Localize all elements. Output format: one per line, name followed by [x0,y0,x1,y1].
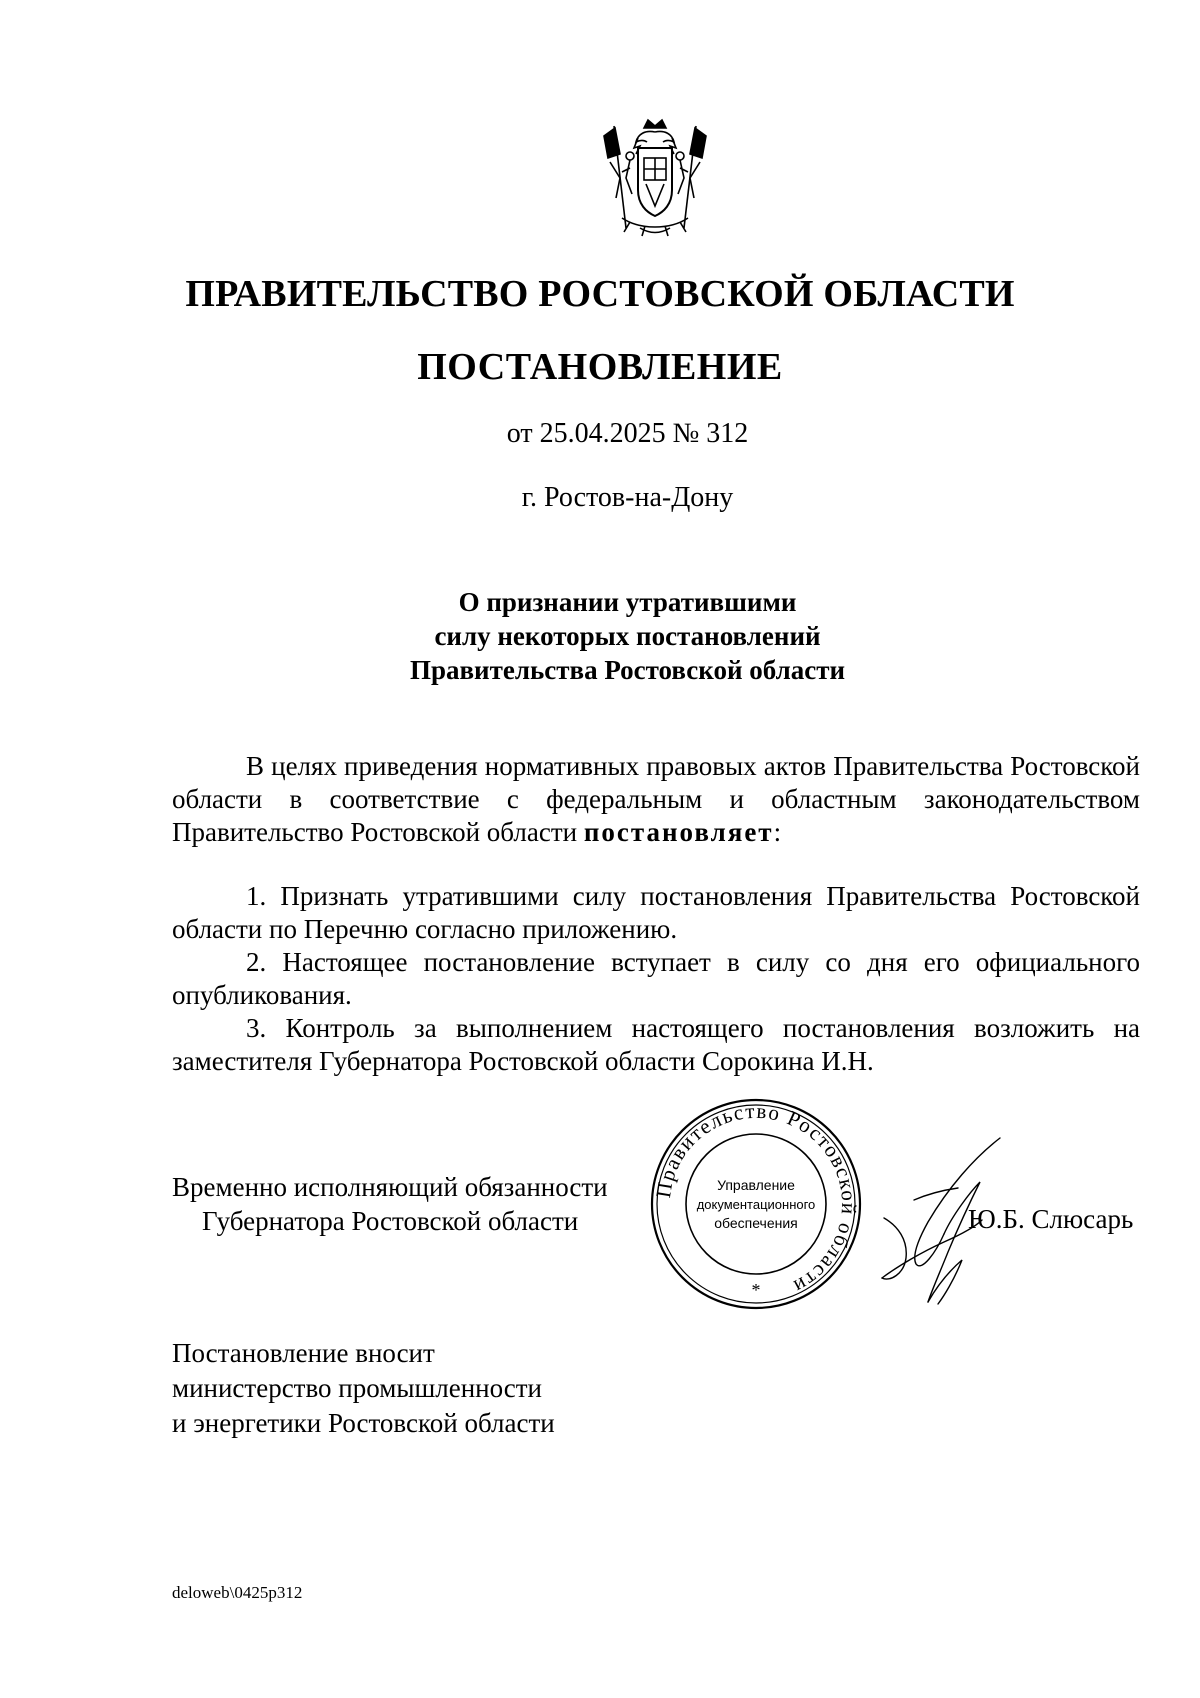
seal-center-line: обеспечения [714,1215,798,1231]
decree-item-3: 3. Контроль за выполнением настоящего постановления возложить на заместителя Губернатора Ростовской области Сорокина И.Н. [172,1013,1140,1076]
seal-star: * [751,1280,761,1300]
government-title: ПРАВИТЕЛЬСТВО РОСТОВСКОЙ ОБЛАСТИ [185,273,1015,315]
preamble [172,750,1140,849]
position-line: Временно исполняющий обязанности [172,1172,608,1202]
subject-line: силу некоторых постановлений [434,621,821,651]
subject-line: О признании утратившими [458,587,797,617]
subject-line: Правительства Ростовской области [409,655,846,685]
decree-item-2: 2. Настоящее постановление вступает в силу со дня его официального опубликования. [172,947,1140,1010]
official-seal [648,1096,864,1312]
signatory-name: Ю.Б. Слюсарь [968,1204,1134,1234]
document-code: deloweb\0425p312 [172,1583,303,1602]
city: г. Ростов-на-Дону [521,482,734,513]
seal-ring-text: Правительство Ростовской области [651,1098,862,1300]
decree-keyword: постановляет [583,817,774,847]
preamble-end: : [773,817,782,847]
submitted-line: Постановление вносит [172,1338,435,1368]
preamble-paragraph [172,750,1140,849]
date-and-number: от 25.04.2025 № 312 [506,418,749,449]
submitted-line: и энергетики Ростовской области [172,1408,555,1438]
document-subject [0,585,1200,687]
submitted-by [172,1336,555,1441]
document-type: ПОСТАНОВЛЕНИЕ [417,346,783,388]
seal-center-line: Управление [717,1177,795,1193]
seal-center-line: документационного [696,1197,816,1212]
decree-items [172,880,1140,1078]
signatory-position [172,1170,608,1238]
preamble-text: В целях приведения нормативных правовых актов Правительства Ростовской области в соответствие с федеральным и областным законодательством Правительство Ростовской области [172,751,1140,847]
position-line: Губернатора Ростовской области [202,1206,579,1236]
decree-item-1: 1. Признать утратившими силу постановления Правительства Ростовской области по Перечню согласно приложению. [172,881,1140,944]
coat-of-arms-icon [600,118,710,238]
submitted-line: министерство промышленности [172,1373,543,1403]
